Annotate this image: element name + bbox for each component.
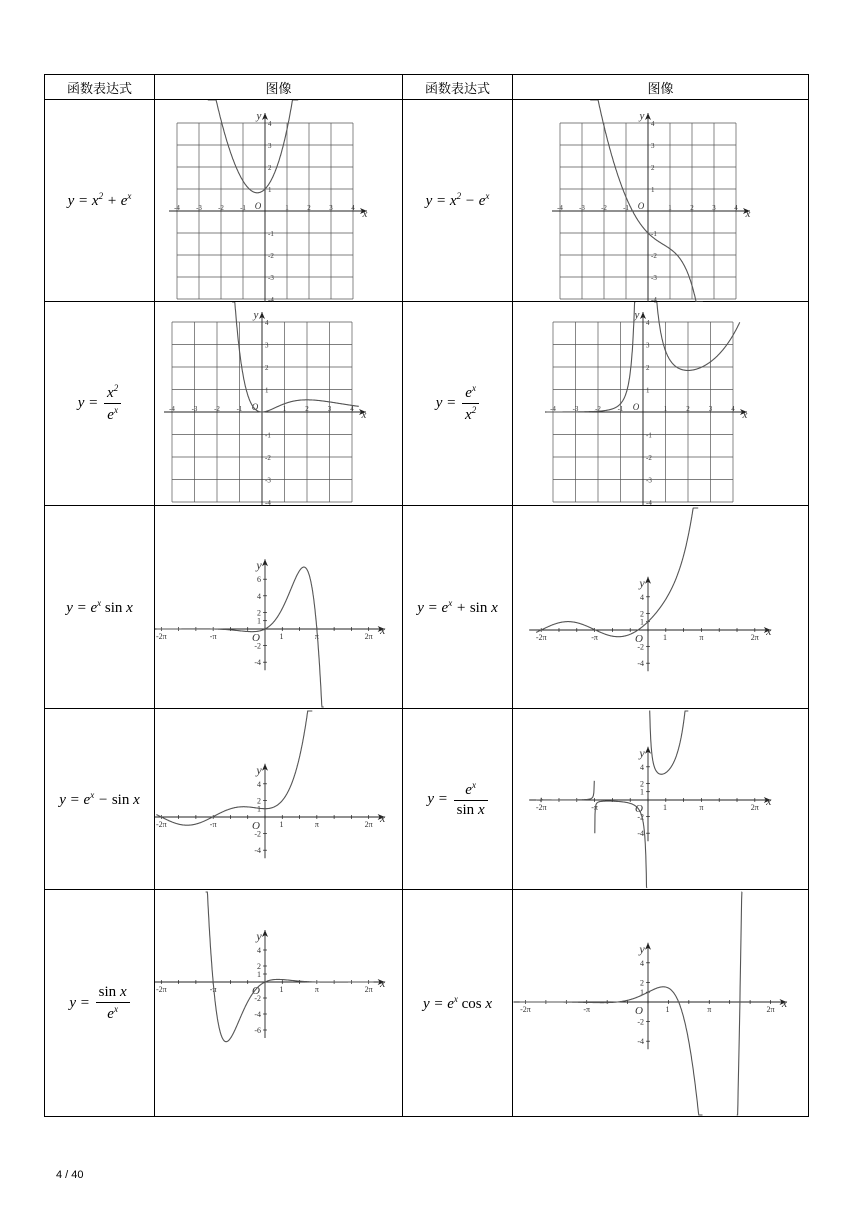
origin-label: O <box>252 985 260 997</box>
y-tick-label: -4 <box>637 829 644 839</box>
origin-label: O <box>251 402 259 412</box>
y-tick-label: 1 <box>651 186 655 194</box>
formula-ex-over-sinx: y = $\frac{e^x}{\text{sin x}}$ <box>403 709 513 890</box>
graph-sinx-over-ex <box>155 890 403 1117</box>
function-curve <box>536 508 698 637</box>
x-axis-label: x <box>361 409 367 421</box>
origin-label: O <box>254 201 262 211</box>
x-axis-label: x <box>380 623 386 637</box>
x-tick-label: 2π <box>750 633 759 642</box>
x-tick-label: π <box>314 985 319 994</box>
x-axis-label: x <box>766 794 772 808</box>
x-tick-label: π <box>707 1005 712 1014</box>
x-tick-label: -4 <box>550 405 556 413</box>
graph-ex-sinx <box>155 506 403 709</box>
graph-cell <box>155 890 403 1117</box>
x-tick-label: -2π <box>520 1005 531 1014</box>
x-tick-label: 1 <box>282 405 287 413</box>
y-tick-label: 4 <box>651 120 655 128</box>
formula-x2-plus-ex <box>45 100 155 302</box>
y-tick-label: -2 <box>637 812 644 822</box>
y-tick-label: -3 <box>265 476 271 485</box>
x-tick-label: -2π <box>535 803 547 812</box>
x-tick-label: -π <box>591 803 598 812</box>
header-graph: 图像 <box>513 75 809 100</box>
y-tick-label: 1 <box>257 616 261 626</box>
graph-cell <box>513 506 809 709</box>
y-tick-label: 4 <box>646 319 650 327</box>
x-tick-label: -1 <box>240 204 246 212</box>
y-tick-label: 2 <box>646 364 650 372</box>
graph-x2-plus-ex <box>155 100 403 302</box>
origin-label: O <box>637 201 645 211</box>
x-tick-label: -π <box>209 820 217 829</box>
y-tick-label: -4 <box>637 1037 644 1047</box>
x-axis-label: x <box>766 624 772 638</box>
graph-ex-over-x2 <box>513 302 809 506</box>
y-tick-label: 4 <box>257 946 261 955</box>
fraction: $\frac{e^x}{x^2}$ <box>462 383 479 424</box>
y-tick-label: 2 <box>265 364 269 372</box>
y-tick-label: 4 <box>257 779 261 789</box>
graph-cell <box>513 100 809 302</box>
origin-label: O <box>635 803 643 815</box>
x-tick-label: -2π <box>155 985 167 994</box>
graph-cell <box>513 890 809 1117</box>
x-tick-label: 2π <box>750 803 759 812</box>
y-tick-label: -4 <box>254 658 261 668</box>
graph-ex-plus-sinx <box>513 506 809 709</box>
x-tick-label: -π <box>583 1005 591 1014</box>
x-tick-label: -π <box>591 633 598 642</box>
fraction: $\frac{x^2}{e^x}$ <box>104 383 121 424</box>
x-tick-label: 2π <box>364 985 373 994</box>
header-graph: 图像 <box>155 75 403 100</box>
y-tick-label: 4 <box>257 591 261 601</box>
x-tick-label: -3 <box>196 204 202 212</box>
x-axis-label: x <box>362 208 368 220</box>
formula-text: $y = x^2 - e^x$ <box>425 191 490 209</box>
fraction: $\frac{e^x}{\text{sin x}}$ <box>454 780 488 819</box>
y-tick-label: -4 <box>268 296 274 302</box>
x-tick-label: 1 <box>663 405 668 413</box>
formula-text: $y = x^2 + e^x$ <box>67 191 132 209</box>
y-tick-label: 1 <box>265 386 269 395</box>
function-curve <box>208 100 298 193</box>
x-tick-label: -2 <box>214 405 220 413</box>
table-row <box>45 709 809 890</box>
table-row <box>45 506 809 709</box>
y-tick-label: -2 <box>254 641 261 651</box>
formula-ex-minus-sinx: $y = e^x - \sin x$ <box>45 709 155 890</box>
x-tick-label: 1 <box>279 820 284 829</box>
function-curve <box>156 567 323 707</box>
x-tick-label: 2π <box>766 1005 775 1014</box>
graph-ex-minus-sinx <box>155 709 403 890</box>
origin-label: O <box>252 632 260 644</box>
y-tick-label: 4 <box>640 592 644 602</box>
y-tick-label: 2 <box>651 164 655 172</box>
y-axis-label: y <box>253 309 259 321</box>
x-axis-label: x <box>380 976 386 990</box>
graph-cell <box>155 709 403 890</box>
function-curve <box>590 100 703 302</box>
x-tick-label: 1 <box>279 632 284 641</box>
y-tick-label: -4 <box>265 499 271 506</box>
y-tick-label: -6 <box>254 1026 261 1035</box>
x-tick-label: 2 <box>307 204 311 212</box>
x-tick-label: 2π <box>364 820 373 829</box>
y-tick-label: 3 <box>646 341 650 350</box>
x-tick-label: -3 <box>579 204 585 212</box>
y-axis-label: y <box>256 762 262 777</box>
y-tick-label: 4 <box>265 319 269 327</box>
function-curve <box>156 711 312 825</box>
header-formula: 函数表达式 <box>45 75 155 100</box>
y-tick-label: 2 <box>257 796 261 806</box>
x-tick-label: 1 <box>279 985 284 994</box>
y-tick-label: 1 <box>640 617 644 627</box>
formula-ex-over-x2: y = $\frac{e^x}{x^2}$ <box>403 302 513 506</box>
table-header-row <box>45 75 809 100</box>
x-tick-label: 1 <box>663 633 667 642</box>
y-tick-label: 4 <box>640 958 644 968</box>
x-tick-label: π <box>699 633 704 642</box>
graph-x2-over-ex <box>155 302 403 506</box>
y-axis-label: y <box>634 309 640 321</box>
y-tick-label: -4 <box>254 846 261 856</box>
graph-x2-minus-ex <box>513 100 809 302</box>
x-tick-label: 4 <box>734 204 738 212</box>
y-tick-label: 2 <box>268 164 272 172</box>
origin-label: O <box>252 820 260 832</box>
x-tick-label: 1 <box>668 204 672 212</box>
graph-cell <box>155 302 403 506</box>
y-tick-label: -3 <box>646 476 652 485</box>
y-axis-label: y <box>639 110 645 122</box>
y-tick-label: 3 <box>265 341 269 350</box>
x-axis-label: x <box>781 996 788 1010</box>
graph-cell <box>513 709 809 890</box>
y-axis-label: y <box>256 110 262 122</box>
y-tick-label: 1 <box>640 787 644 797</box>
y-tick-label: -2 <box>637 642 644 652</box>
y-tick-label: 1 <box>640 988 644 998</box>
x-tick-label: π <box>314 632 319 641</box>
function-curve <box>206 892 374 1042</box>
graph-cell <box>155 506 403 709</box>
y-tick-label: -4 <box>637 659 644 669</box>
y-tick-label: -2 <box>265 454 271 462</box>
graph-cell <box>155 100 403 302</box>
y-axis-label: y <box>256 929 262 943</box>
y-tick-label: 2 <box>257 962 261 971</box>
x-tick-label: -2 <box>218 204 224 212</box>
table-row <box>45 100 809 302</box>
y-tick-label: -2 <box>646 454 652 462</box>
y-tick-label: 3 <box>651 142 655 150</box>
y-tick-label: -2 <box>637 1017 644 1027</box>
page-number: 4 / 40 <box>56 1169 84 1181</box>
x-tick-label: 3 <box>712 204 716 212</box>
y-tick-label: 2 <box>640 609 644 619</box>
y-tick-label: -3 <box>268 274 274 282</box>
x-axis-label: x <box>380 811 386 825</box>
graph-cell <box>513 302 809 506</box>
x-tick-label: -1 <box>623 204 629 212</box>
x-tick-label: -1 <box>236 405 243 413</box>
y-tick-label: -1 <box>268 230 274 238</box>
y-axis-label: y <box>639 575 645 590</box>
x-tick-label: 4 <box>731 405 735 413</box>
x-tick-label: -π <box>209 985 217 994</box>
y-tick-label: -4 <box>651 296 657 302</box>
y-tick-label: 2 <box>640 978 644 988</box>
y-tick-label: 1 <box>257 970 261 979</box>
y-tick-label: 2 <box>640 779 644 789</box>
y-tick-label: 4 <box>268 120 272 128</box>
origin-label: O <box>635 633 643 645</box>
function-table <box>44 74 809 1117</box>
x-tick-label: -2 <box>595 405 601 413</box>
formula-ex-cosx: $y = e^x$ cos x <box>403 890 513 1117</box>
x-tick-label: 1 <box>663 803 667 812</box>
function-curve <box>520 987 703 1115</box>
origin-label: O <box>632 402 640 412</box>
formula-ex-plus-sinx: $y = e^x + \sin x$ <box>403 506 513 709</box>
formula-sinx-over-ex: y = $\frac{\text{sin x}}{e^x}$ <box>45 890 155 1117</box>
y-tick-label: -1 <box>646 431 652 440</box>
x-tick-label: 3 <box>708 405 713 413</box>
x-axis-label: x <box>745 208 751 220</box>
function-curve <box>232 302 359 412</box>
function-curve <box>737 892 742 1115</box>
x-tick-label: π <box>699 803 704 812</box>
graph-ex-cosx <box>513 890 809 1117</box>
x-tick-label: -2π <box>535 633 547 642</box>
y-tick-label: 6 <box>257 575 261 585</box>
y-tick-label: 3 <box>268 142 272 150</box>
graph-ex-over-sinx <box>513 709 809 890</box>
x-tick-label: 4 <box>350 405 354 413</box>
y-tick-label: 1 <box>646 386 650 395</box>
y-tick-label: 4 <box>640 762 644 772</box>
x-tick-label: -4 <box>557 204 563 212</box>
x-tick-label: 2 <box>305 405 309 413</box>
y-tick-label: -3 <box>651 274 657 282</box>
formula-ex-sinx: $y = e^x$ sin x <box>45 506 155 709</box>
function-curve <box>536 781 594 802</box>
y-tick-label: -4 <box>646 499 652 506</box>
table-row <box>45 890 809 1117</box>
y-axis-label: y <box>639 745 645 760</box>
y-tick-label: 1 <box>257 804 261 814</box>
y-tick-label: -1 <box>651 230 657 238</box>
x-tick-label: 1 <box>285 204 289 212</box>
formula-x2-minus-ex <box>403 100 513 302</box>
y-tick-label: 2 <box>257 608 261 618</box>
x-tick-label: 1 <box>665 1005 670 1014</box>
x-tick-label: -4 <box>174 204 180 212</box>
y-tick-label: -2 <box>651 252 657 260</box>
y-tick-label: -2 <box>268 252 274 260</box>
x-tick-label: π <box>314 820 319 829</box>
x-tick-label: 4 <box>351 204 355 212</box>
x-tick-label: -2 <box>601 204 607 212</box>
x-axis-label: x <box>742 409 748 421</box>
y-tick-label: -2 <box>254 829 261 839</box>
x-tick-label: -2π <box>155 820 167 829</box>
formula-x2-over-ex: y = $\frac{x^2}{e^x}$ <box>45 302 155 506</box>
y-tick-label: -2 <box>254 994 261 1003</box>
origin-label: O <box>635 1005 643 1017</box>
y-axis-label: y <box>256 558 262 573</box>
x-tick-label: -2π <box>155 632 167 641</box>
x-tick-label: -1 <box>617 405 624 413</box>
y-axis-label: y <box>639 941 645 956</box>
x-tick-label: 3 <box>327 405 332 413</box>
table-row <box>45 302 809 506</box>
fraction: $\frac{\text{sin x}}{e^x}$ <box>96 984 130 1023</box>
y-tick-label: 1 <box>268 186 272 194</box>
y-tick-label: -4 <box>254 1010 261 1019</box>
function-curve <box>546 302 635 412</box>
x-tick-label: -4 <box>169 405 175 413</box>
x-tick-label: 2π <box>364 632 373 641</box>
y-tick-label: -1 <box>265 431 271 440</box>
x-tick-label: 2 <box>690 204 694 212</box>
x-tick-label: -π <box>209 632 217 641</box>
x-tick-label: 3 <box>329 204 333 212</box>
function-curve <box>649 711 688 774</box>
header-formula: 函数表达式 <box>403 75 513 100</box>
x-tick-label: -3 <box>191 405 198 413</box>
x-tick-label: 2 <box>686 405 690 413</box>
function-curve <box>654 302 740 370</box>
x-tick-label: -3 <box>572 405 579 413</box>
